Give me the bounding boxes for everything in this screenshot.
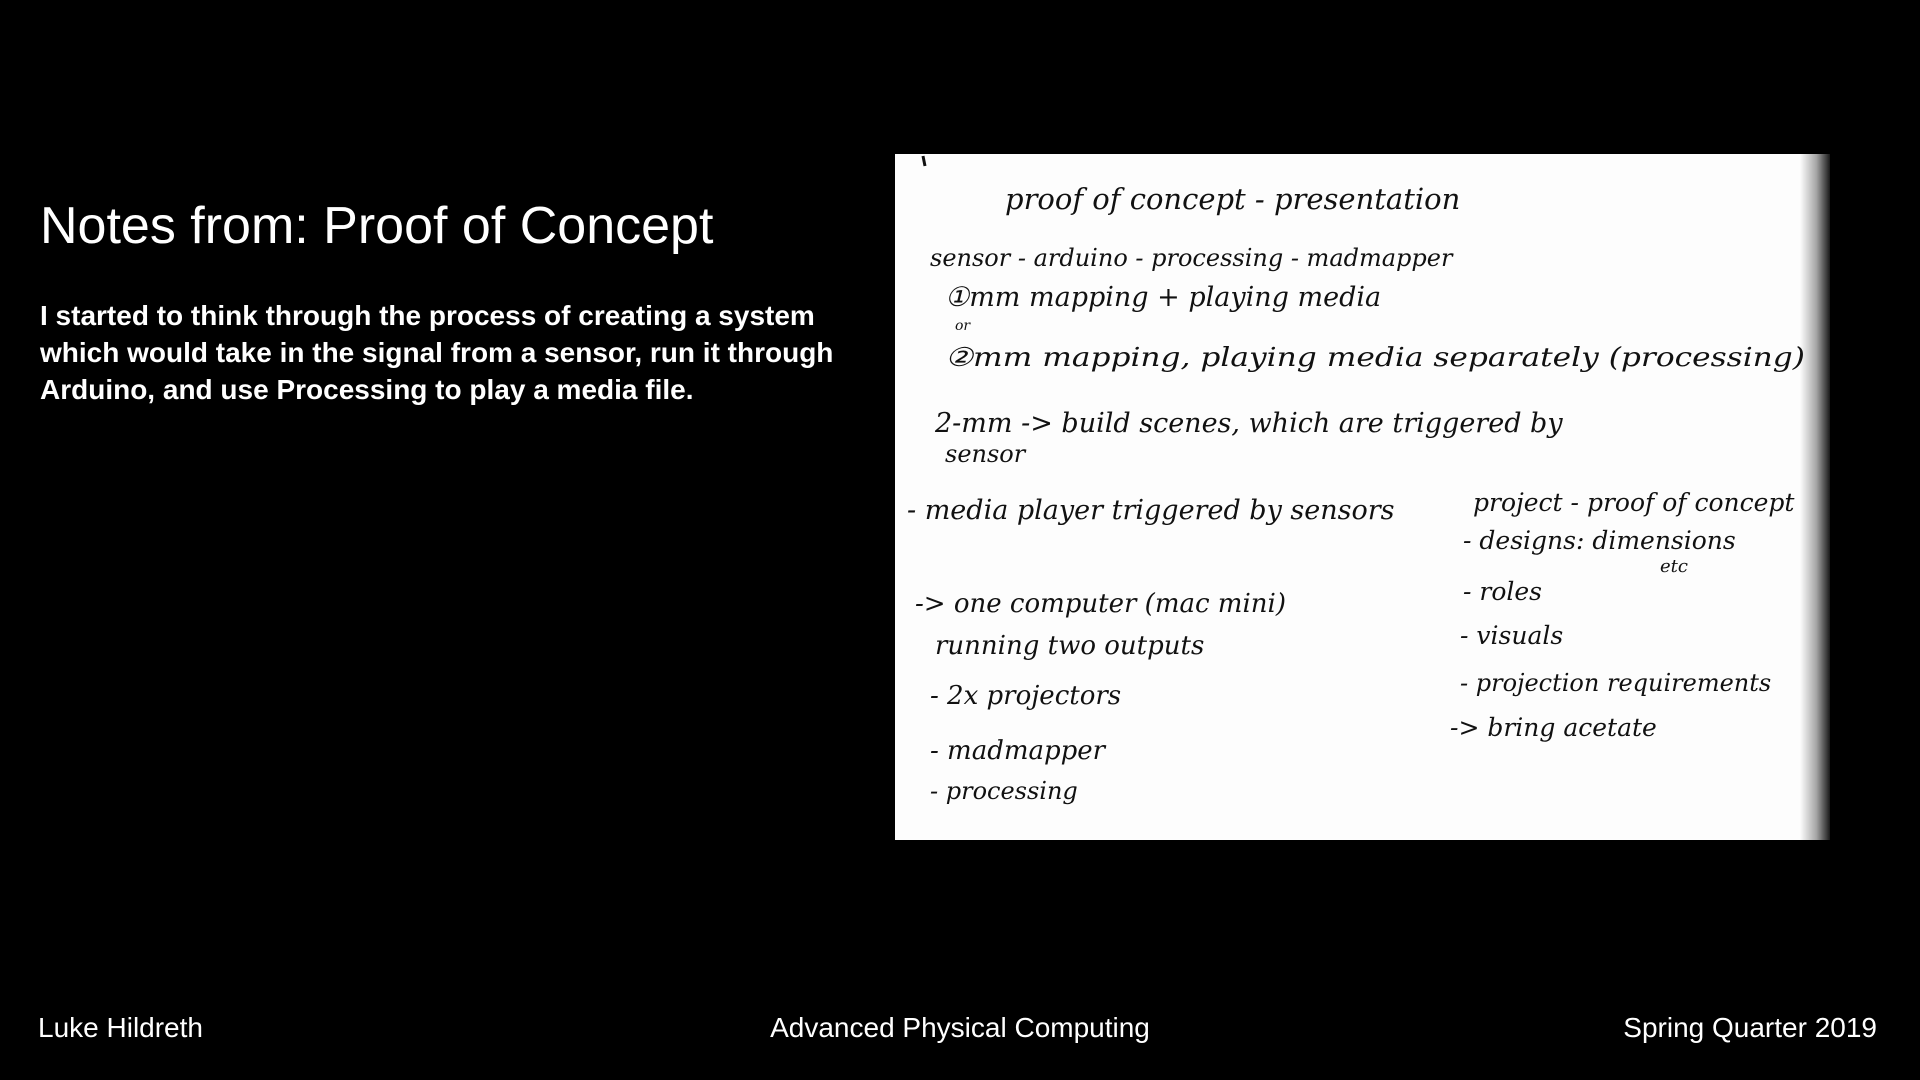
note-line: ①mm mapping + playing media (945, 282, 1382, 313)
note-line: -> bring acetate (1450, 713, 1657, 742)
handwritten-notes-drawing (895, 154, 1830, 840)
footer-author: Luke Hildreth (38, 1012, 203, 1043)
note-line: project - proof of concept (1473, 488, 1795, 517)
note-line: - visuals (1460, 621, 1564, 650)
note-line: - 2x projectors (930, 681, 1122, 711)
footer-course: Advanced Physical Computing (770, 1012, 1150, 1043)
note-line: running two outputs (935, 631, 1205, 661)
note-line: - designs: dimensions (1463, 526, 1736, 555)
slide-body-text: I started to think through the process of creating a system which would take in the signal from a sensor, run it through Arduino, and use Processing to play a media file. (40, 300, 834, 405)
note-line: ②mm mapping, playing media separately (processing) (945, 343, 1805, 373)
note-line: - projection requirements (1460, 669, 1772, 697)
note-line: - madmapper (930, 736, 1106, 766)
slide-title: Notes from: Proof of Concept (40, 197, 714, 255)
note-line: 2-mm -> build scenes, which are triggered by (935, 408, 1563, 439)
note-line: etc (1660, 556, 1688, 577)
note-line: or (955, 318, 971, 334)
handwritten-notes-photo (895, 154, 1830, 840)
note-line: - media player triggered by sensors (907, 495, 1395, 526)
note-line: sensor (945, 440, 1026, 468)
footer-term: Spring Quarter 2019 (1623, 1012, 1877, 1043)
note-line: -> one computer (mac mini) (915, 589, 1286, 619)
note-line: - processing (930, 777, 1078, 805)
note-line: - roles (1463, 577, 1543, 606)
note-line: sensor - arduino - processing - madmapper (930, 244, 1453, 272)
note-line: proof of concept - presentation (1005, 182, 1461, 216)
